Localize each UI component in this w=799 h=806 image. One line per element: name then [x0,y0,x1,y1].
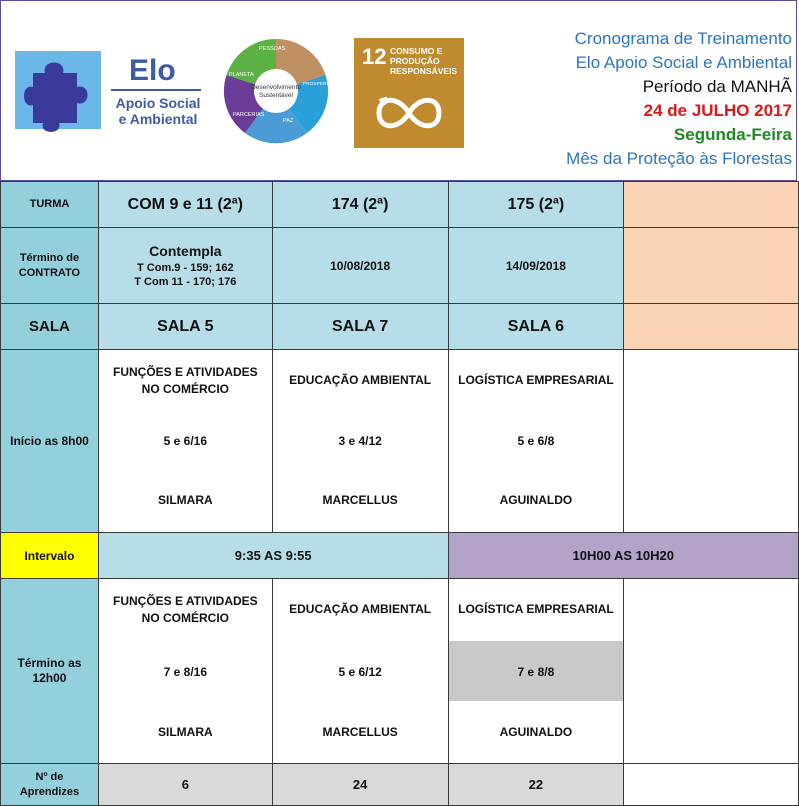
sala-col2: SALA 7 [272,304,448,350]
label-aprendizes [1,764,99,806]
termino-1-subject-line1: FUNÇÕES E ATIVIDADES [112,594,258,608]
inicio-3-instructor: AGUINALDO [499,493,573,507]
inicio-session-2 [272,350,448,533]
turma-col2: 174 (2ª) [272,182,448,228]
contrato-line2: T Com 11 - 170; 176 [134,276,237,288]
header-theme: Mês da Proteção às Florestas [566,149,792,168]
turma-col4 [624,182,799,228]
aprendizes-col4 [624,764,799,806]
label-aprendizes-line2: Aprendizes [19,785,80,798]
inicio-1-subject-line2: NO COMÉRCIO [141,382,229,396]
sala-col3: SALA 6 [448,304,624,350]
label-intervalo: Intervalo [1,533,99,579]
aprendizes-col1: 6 [98,764,272,806]
row-intervalo [1,533,799,579]
header-info [566,27,792,171]
row-aprendizes [1,764,799,806]
label-termino-12h-line1: Término as [17,656,82,670]
sdg-text: CONSUMO E PRODUÇÃO RESPONSÁVEIS [390,46,458,76]
wheel-segment-2: PROSPERIDADE [303,82,342,87]
row-sala [1,304,799,350]
contrato-col4 [624,228,799,304]
aprendizes-col2: 24 [272,764,448,806]
intervalo-span2: 10H00 AS 10H20 [448,533,798,579]
termino-3-subject: LOGÍSTICA EMPRESARIAL [458,602,614,616]
termino-3-lessons: 7 e 8/8 [517,665,555,679]
termino-2-lessons: 5 e 6/12 [338,665,382,679]
elo-logo-divider [111,89,201,91]
inicio-1-subject-line1: FUNÇÕES E ATIVIDADES [112,365,258,379]
inicio-1-lessons: 5 e 6/16 [163,434,208,448]
wheel-segment-4: PARCERIAS [233,112,265,118]
termino-1-subject-line2: NO COMÉRCIO [141,611,229,625]
infinity-icon [369,88,449,138]
termino-2-subject: EDUCAÇÃO AMBIENTAL [289,602,432,616]
inicio-session-3 [448,350,624,533]
row-termino-contrato [1,228,799,304]
inicio-session-1 [98,350,272,533]
label-inicio: Início as 8h00 [1,350,99,533]
turma-col1: COM 9 e 11 (2ª) [98,182,272,228]
label-termino-12h-line2: 12h00 [32,671,67,685]
contrato-line1: T Com.9 - 159; 162 [137,262,234,274]
header-panel [0,0,797,181]
elo-logo-name: Elo [129,54,176,87]
wheel-segment-5: PLANETA [229,72,254,78]
row-termino-12h [1,579,799,764]
wheel-center-line1: Desenvolvimento [251,84,301,91]
aprendizes-col3: 22 [448,764,624,806]
header-period: Período da MANHÃ [642,77,792,96]
row-turma [1,182,799,228]
label-termino-line1: Término de [19,251,80,264]
header-date: 24 de JULHO 2017 [643,101,792,120]
wheel-segment-3: PAZ [283,118,294,124]
intervalo-span1: 9:35 AS 9:55 [98,533,448,579]
header-weekday: Segunda-Feira [673,125,792,144]
header-title: Cronograma de Treinamento [574,29,792,48]
termino-session-1 [98,579,272,764]
termino-1-lessons: 7 e 8/16 [163,665,208,679]
sdg-12-logo [354,38,464,148]
wheel-segment-1: PESSOAS [259,46,286,52]
termino-3-instructor: AGUINALDO [499,725,573,739]
sala-col1: SALA 5 [98,304,272,350]
termino-session-4 [624,579,799,764]
termino-1-instructor: SILMARA [157,725,213,739]
sdg-number: 12 [362,44,387,69]
inicio-2-lessons: 3 e 4/12 [338,434,382,448]
contrato-contempla: Contempla [149,243,222,259]
wheel-center-line2: Sustentável [259,92,293,99]
sala-col4 [624,304,799,350]
row-inicio [1,350,799,533]
termino-2-instructor: MARCELLUS [322,725,398,739]
contrato-col2: 10/08/2018 [272,228,448,304]
schedule-table [0,181,799,806]
inicio-session-4 [624,350,799,533]
contrato-col3: 14/09/2018 [448,228,624,304]
puzzle-logo-icon [13,43,105,135]
turma-col3: 175 (2ª) [448,182,624,228]
inicio-1-subject [99,364,272,398]
elo-logo-sub1: Apoio Social [115,95,201,111]
label-termino-line2: CONTRATO [18,266,81,279]
inicio-1-instructor: SILMARA [157,493,213,507]
elo-logo-subtitle [113,95,203,127]
elo-logo-sub2: e Ambiental [118,111,198,127]
inicio-2-subject: EDUCAÇÃO AMBIENTAL [289,373,432,387]
label-aprendizes-line1: Nº de [35,770,64,783]
inicio-2-instructor: MARCELLUS [322,493,398,507]
termino-1-subject [99,593,272,627]
sustainable-development-wheel-icon [223,38,342,144]
label-turma: TURMA [1,182,99,228]
termino-session-3 [448,579,624,764]
contrato-col1 [98,228,272,304]
header-organization: Elo Apoio Social e Ambiental [575,53,792,72]
label-sala: SALA [1,304,99,350]
inicio-3-lessons: 5 e 6/8 [517,434,555,448]
label-termino-contrato [1,228,99,304]
inicio-3-subject: LOGÍSTICA EMPRESARIAL [458,373,614,387]
label-termino-12h [1,579,99,764]
termino-session-2 [272,579,448,764]
